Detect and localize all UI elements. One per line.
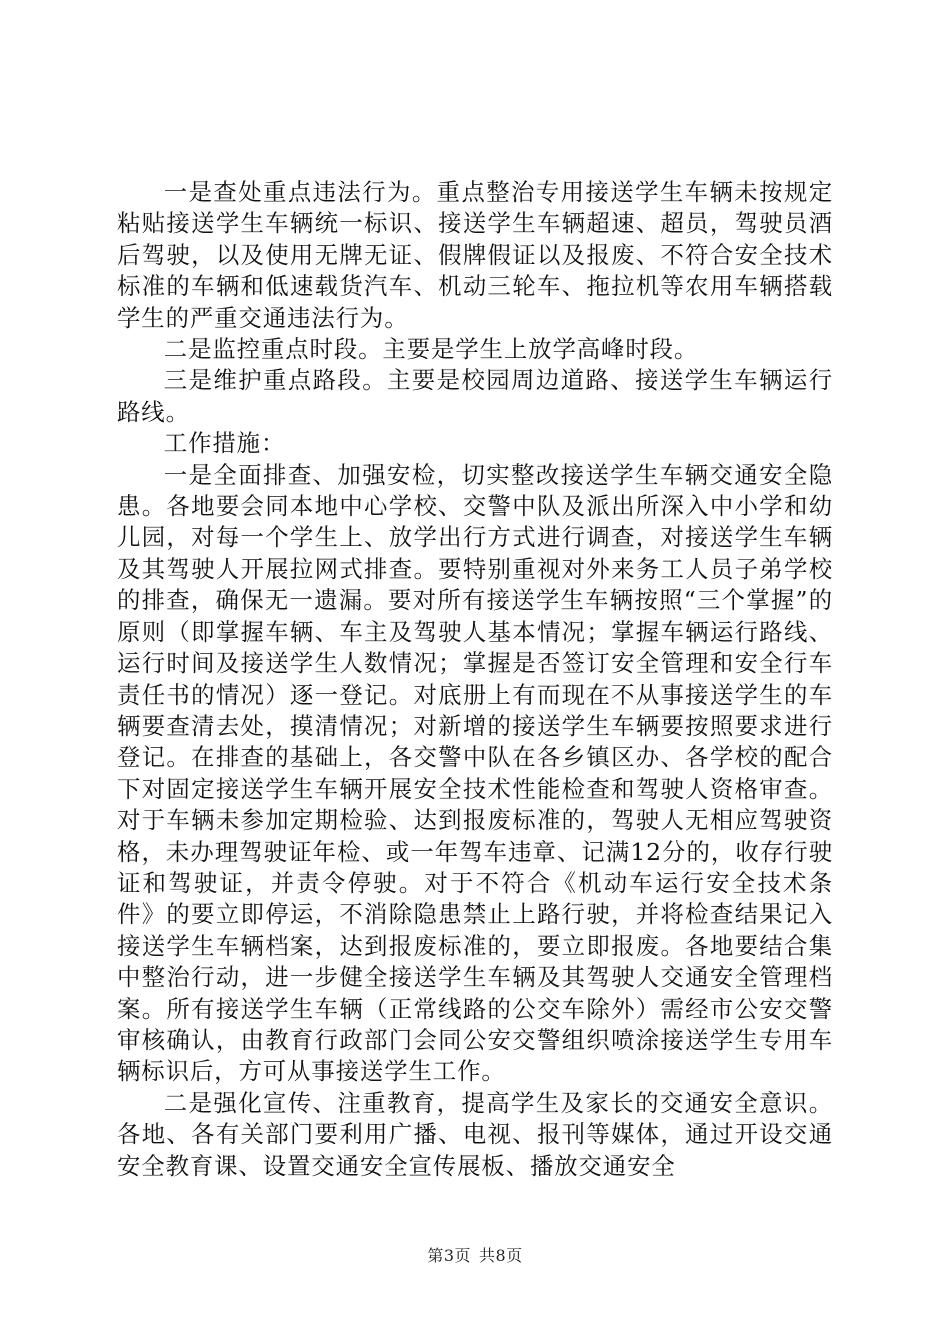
paragraph-inspection: 一是全面排查、加强安检，切实整改接送学生车辆交通安全隐患。各地要会同本地中心学校、交警中队及派出所深入中小学和幼儿园，对每一个学生上、放学出行方式进行调查，对接送学生车辆及其驾驶人开展拉网式排查。要特别重视对外来务工人员子弟学校的排查，确保无一遗漏。要对所有接送学生车辆按照“三个掌握”的原则（即掌握车辆、车主及驾驶人基本情况；掌握车辆运行路线、运行时间及接送学生人数情况；掌握是否签订安全管理和安全行车责任书的情况）逐一登记。对底册上有而现在不从事接送学生的车辆要查清去处，摸清情况；对新增的接送学生车辆要按照要求进行登记。在排查的基础上，各交警中队在各乡镇区办、各学校的配合下对固定接送学生车辆开展安全技术性能检查和驾驶人资格审查。对于车辆未参加定期检验、达到报废标准的，驾驶人无相应驾驶资格，未办理驾驶证年检、或一年驾车违章、记满12分的，收存行驶证和驾驶证，并责令停驶。对于不符合《机动车运行安全技术条件》的要立即停运，不消除隐患禁止上路行驶，并将检查结果记入接送学生车辆档案，达到报废标准的，要立即报废。各地要结合集中整治行动，进一步健全接送学生车辆及其驾驶人交通安全管理档案。所有接送学生车辆（正常线路的公交车除外）需经市公安交警审核确认，由教育行政部门会同公安交警组织喷涂接送学生专用车辆标识后，方可从事接送学生工作。 xyxy=(117,460,833,1086)
paragraph-measures-heading: 工作措施： xyxy=(163,429,286,458)
page-total: 共8页 xyxy=(479,1246,523,1265)
paragraph-violations: 一是查处重点违法行为。重点整治专用接送学生车辆未按规定粘贴接送学生车辆统一标识、接送学生车辆超速、超员，驾驶员酒后驾驶，以及使用无牌无证、假牌假证以及报废、不符合安全技术标准的车辆和低速载货汽车、机动三轮车、拖拉机等农用车辆搭载学生的严重交通违法行为。 xyxy=(117,178,833,332)
paragraph-road-sections: 三是维护重点路段。主要是校园周边道路、接送学生车辆运行路线。 xyxy=(117,366,833,426)
document-body xyxy=(117,177,833,1182)
page-number: 第3页 xyxy=(427,1246,471,1265)
paragraph-publicity: 二是强化宣传、注重教育，提高学生及家长的交通安全意识。各地、各有关部门要利用广播、电视、报刊等媒体，通过开设交通安全教育课、设置交通安全宣传展板、播放交通安全 xyxy=(117,1088,833,1180)
page-footer xyxy=(0,1243,950,1266)
paragraph-time-periods: 二是监控重点时段。主要是学生上放学高峰时段。 xyxy=(163,335,699,364)
